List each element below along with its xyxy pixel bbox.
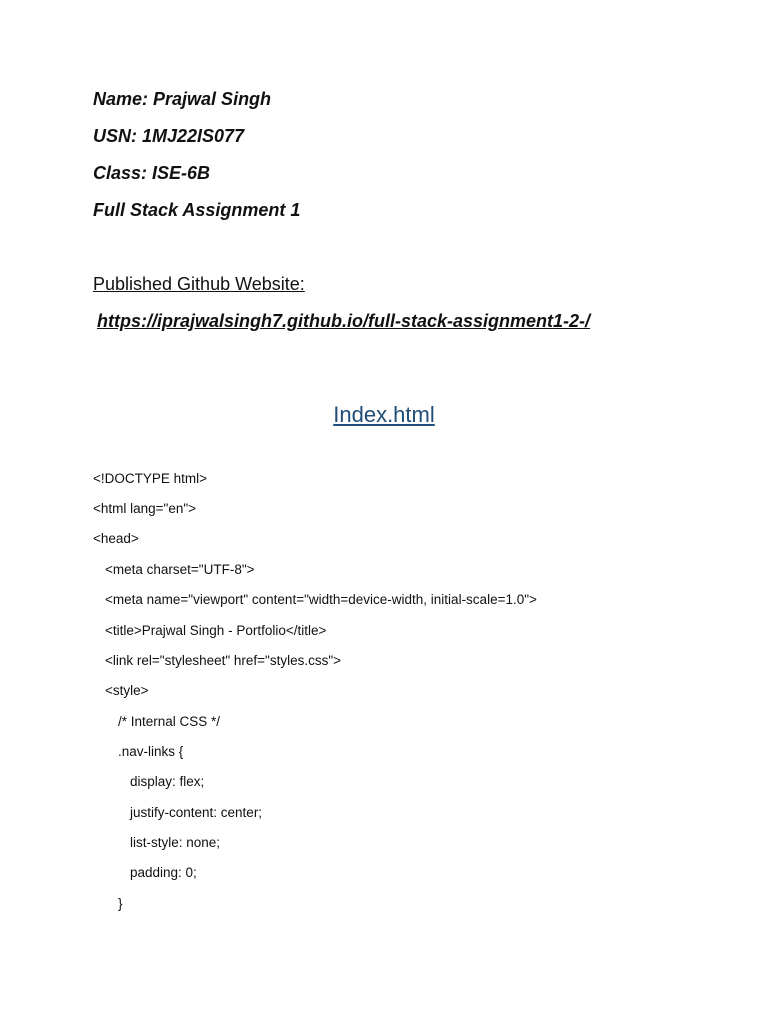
code-line-link-stylesheet: <link rel="stylesheet" href="styles.css"> — [105, 653, 342, 668]
code-line-title: <title>Prajwal Singh - Portfolio</title> — [105, 623, 327, 638]
code-line-head-open: <head> — [93, 531, 139, 546]
code-line-justify-content: justify-content: center; — [130, 805, 263, 820]
code-line-meta-charset: <meta charset="UTF-8"> — [105, 562, 255, 577]
code-line-html-open: <html lang="en"> — [93, 501, 197, 516]
code-line-display-flex: display: flex; — [130, 774, 205, 789]
student-name: Name: Prajwal Singh — [93, 89, 272, 109]
code-line-nav-links-selector: .nav-links { — [118, 744, 184, 759]
code-line-close-brace: } — [118, 896, 123, 911]
code-line-padding: padding: 0; — [130, 865, 197, 880]
student-class: Class: ISE-6B — [93, 163, 211, 183]
code-line-css-comment: /* Internal CSS */ — [118, 714, 221, 729]
published-website-label: Published Github Website: — [93, 274, 305, 294]
index-html-heading[interactable]: Index.html — [333, 402, 435, 427]
code-line-meta-viewport: <meta name="viewport" content="width=device-width, initial-scale=1.0"> — [105, 592, 537, 607]
github-website-link[interactable]: https://iprajwalsingh7.github.io/full-stack-assignment1-2-/ — [97, 311, 591, 331]
code-line-doctype: <!DOCTYPE html> — [93, 471, 208, 486]
assignment-title: Full Stack Assignment 1 — [93, 200, 301, 220]
student-usn: USN: 1MJ22IS077 — [93, 126, 245, 146]
code-line-style-open: <style> — [105, 683, 149, 698]
code-line-list-style: list-style: none; — [130, 835, 221, 850]
